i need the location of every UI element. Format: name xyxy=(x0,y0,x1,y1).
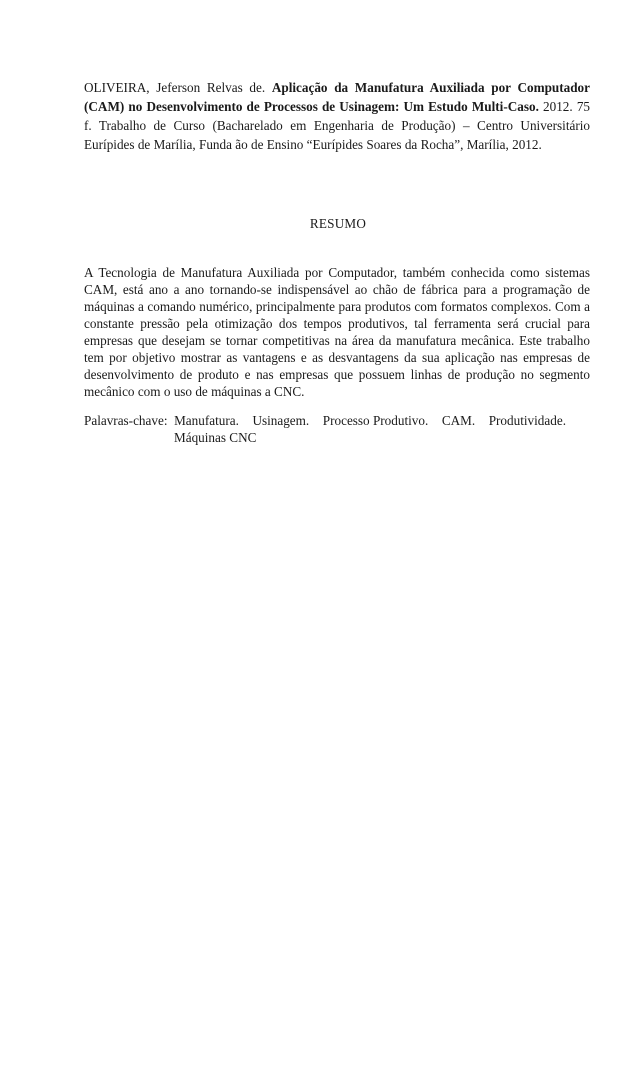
keywords-label: Palavras-chave: Manufatura. xyxy=(84,413,239,428)
citation-title: Aplicação da Manufatura Auxiliada por Computador (CAM) no Desenvolvimento de Processos de Usinagem: Um Estudo Multi-Caso. xyxy=(84,80,590,114)
keyword-item: Processo Produtivo. xyxy=(322,413,429,428)
keywords-row xyxy=(84,412,566,429)
keyword-item: Manufatura. xyxy=(174,413,239,428)
keyword-item: Produtividade. xyxy=(488,413,566,428)
keyword-item: Usinagem. xyxy=(252,413,310,428)
citation-authors: OLIVEIRA, Jeferson Relvas de. xyxy=(84,80,266,95)
keywords-block xyxy=(84,412,590,446)
section-heading: RESUMO xyxy=(309,216,367,231)
abstract-text: A Tecnologia de Manufatura Auxiliada por Computador, também conhecida como sistemas CAM, está ano a ano tornando-se indispensável ao chão de fábrica para a programação de máquinas a comando numérico, principalmente para produtos com formatos complexos. Com a constante pressão pela otimização dos tempos produtivos, tal ferramenta será crucial para empresas que desejam se tornar competitivas na área da manufatura mecânica. Este trabalho tem por objetivo mostrar as vantagens e as desvantagens da sua aplicação nas empresas de desenvolvimento de produto e nas empresas que possuem linhas de produção no segmento mecânico com o uso de máquinas a CNC. xyxy=(84,265,590,399)
keyword-item: CAM. xyxy=(441,413,476,428)
keywords-row-continued xyxy=(84,429,590,446)
keyword-item: Máquinas CNC xyxy=(174,430,257,445)
citation-details: 2012. 75 f. Trabalho de Curso (Bacharelado em Engenharia de Produção) – Centro Universitário Eurípides de Marília, Funda ão de Ensino “Eurípides Soares da Rocha”, Marília, 2012. xyxy=(84,99,591,152)
bibliographic-citation xyxy=(84,78,590,154)
